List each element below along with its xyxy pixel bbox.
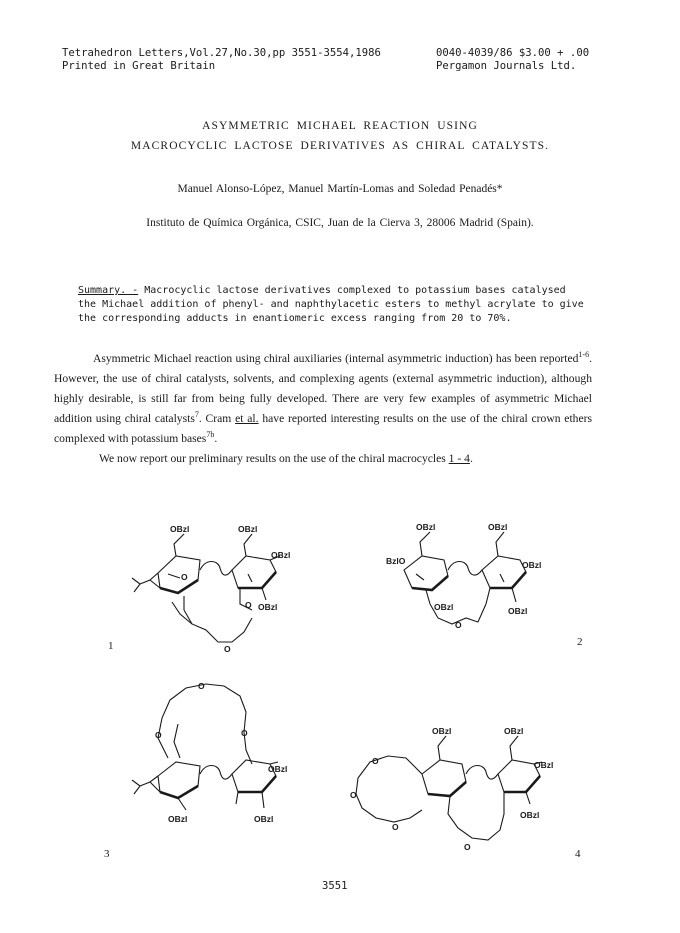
- title-line-2: MACROCYCLIC LACTOSE DERIVATIVES AS CHIRAL CATALYSTS.: [130, 140, 550, 152]
- ref-7b: 7b: [206, 430, 215, 440]
- paragraph-2: We now report our preliminary results on the use of the chiral macrocycles 1 - 4.: [99, 452, 473, 465]
- struct1-obzl-b: OBzl: [238, 524, 258, 534]
- publisher: Pergamon Journals Ltd.: [436, 60, 577, 72]
- printed-in: Printed in Great Britain: [62, 60, 216, 72]
- ref-7: 7: [194, 410, 199, 420]
- struct4-o-b: O: [350, 790, 357, 800]
- struct4-obzl-c: OBzl: [534, 760, 554, 770]
- struct3-o-a: O: [198, 681, 205, 691]
- struct2-obzl-b: OBzl: [488, 522, 508, 532]
- struct3-o-c: O: [241, 728, 248, 738]
- structure-3-drawing: [132, 684, 278, 810]
- summary-text-1: Macrocyclic lactose derivatives complexed to potassium bases catalysed: [138, 285, 566, 296]
- struct2-obzl-d: OBzl: [434, 602, 454, 612]
- compound-label-4: 4: [575, 848, 581, 860]
- paragraph-1: Asymmetric Michael reaction using chiral auxiliaries (internal asymmetric induction) has been reported$^{1-6}$. However, the use of chiral catalysts, solvents, and complexing agents (external asymmetric induction), although highly desirable, is still far from being fully developed. There are very few examples of asymmetric Michael addition using chiral catalysts$^7$. Cram et al. have reported interesting results on the use of the chiral crown ethers complexed with potassium bases$^{7b}$.: [54, 350, 592, 445]
- struct4-o-c: O: [392, 822, 399, 832]
- structure-4-drawing: [356, 736, 542, 840]
- struct4-o-d: O: [464, 842, 471, 852]
- price-code: 0040-4039/86 $3.00 + .00: [436, 47, 590, 59]
- struct4-o-a: O: [372, 756, 379, 766]
- structure-4: [348, 726, 568, 866]
- struct2-obzl-e: OBzl: [508, 606, 528, 616]
- structure-3: [128, 676, 318, 826]
- struct3-o-b: O: [155, 730, 162, 740]
- struct4-obzl-a: OBzl: [432, 726, 452, 736]
- structure-1-drawing: [132, 534, 280, 642]
- struct3-obzl-c: OBzl: [254, 814, 274, 824]
- compound-label-1: 1: [108, 640, 114, 652]
- journal-citation: Tetrahedron Letters,Vol.27,No.30,pp 3551-3554,1986: [62, 47, 381, 59]
- struct1-o-2: O: [245, 600, 252, 610]
- body-text: [54, 349, 592, 469]
- struct1-obzl-d: OBzl: [258, 602, 278, 612]
- summary-text-3: the corresponding adducts in enantiomeric excess ranging from 20 to 70%.: [78, 313, 512, 324]
- structure-1: [128, 518, 318, 658]
- struct2-bzlo: BzlO: [386, 556, 406, 566]
- title-line-1: ASYMMETRIC MICHAEL REACTION USING: [202, 120, 478, 132]
- struct3-obzl-a: OBzl: [268, 764, 288, 774]
- compound-label-3: 3: [104, 848, 110, 860]
- struct2-obzl-a: OBzl: [416, 522, 436, 532]
- authors: Manuel Alonso-López, Manuel Martín-Lomas and Soledad Penadés*: [177, 183, 503, 195]
- summary-label: Summary. -: [78, 285, 139, 296]
- struct4-obzl-b: OBzl: [504, 726, 524, 736]
- page-number: 3551: [322, 880, 348, 892]
- summary: [78, 284, 638, 326]
- et-al: et al.: [235, 412, 259, 425]
- compound-label-2: 2: [577, 636, 583, 648]
- ref-1-6: 1-6: [578, 350, 590, 360]
- summary-text-2: the Michael addition of phenyl- and naphthylacetic esters to methyl acrylate to give: [78, 299, 584, 310]
- compound-range: 1 - 4: [448, 452, 470, 465]
- struct1-o-3: O: [224, 644, 231, 654]
- struct1-obzl-a: OBzl: [170, 524, 190, 534]
- affiliation: Instituto de Química Orgánica, CSIC, Juan de la Cierva 3, 28006 Madrid (Spain).: [146, 217, 534, 229]
- struct2-obzl-c: OBzl: [522, 560, 542, 570]
- struct2-o: O: [455, 620, 462, 630]
- struct1-o-1: O: [181, 572, 188, 582]
- struct4-obzl-d: OBzl: [520, 810, 540, 820]
- struct1-obzl-c: OBzl: [271, 550, 291, 560]
- structure-2: [386, 518, 586, 648]
- struct3-obzl-b: OBzl: [168, 814, 188, 824]
